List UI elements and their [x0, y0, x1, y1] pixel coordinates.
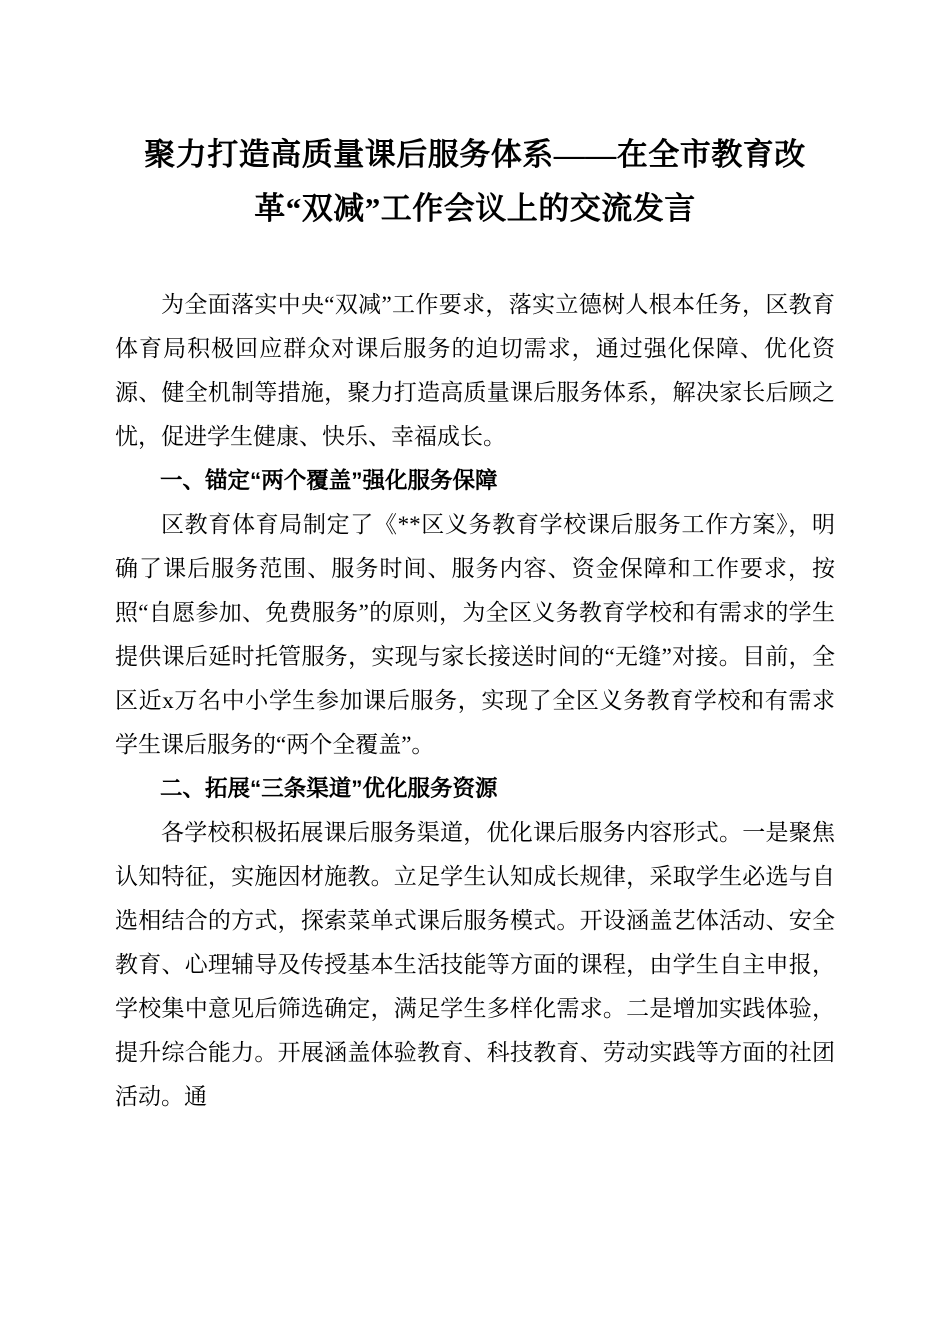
paragraph-section-2: 各学校积极拓展课后服务渠道，优化课后服务内容形式。一是聚焦认知特征，实施因材施教。立足学生认知成长规律，采取学生必选与自选相结合的方式，探索菜单式课后服务模式。开设涵盖艺体活动、安全教育、心理辅导及传授基本生活技能等方面的课程，由学生自主申报，学校集中意见后筛选确定，满足学生多样化需求。二是增加实践体验，提升综合能力。开展涵盖体验教育、科技教育、劳动实践等方面的社团活动。通	[115, 819, 835, 1109]
section-heading-2: 二、拓展“三条渠道”优化服务资源	[160, 775, 498, 801]
section-heading-1: 一、锚定“两个覆盖”强化服务保障	[160, 467, 498, 493]
document-title: 聚力打造高质量课后服务体系——在全市教育改革“双减”工作会议上的交流发言	[144, 137, 806, 227]
paragraph-intro: 为全面落实中央“双减”工作要求，落实立德树人根本任务，区教育体育局积极回应群众对课后服务的迫切需求，通过强化保障、优化资源、健全机制等措施，聚力打造高质量课后服务体系，解决家长后顾之忧，促进学生健康、快乐、幸福成长。	[115, 291, 835, 449]
paragraph-section-1: 区教育体育局制定了《**区义务教育学校课后服务工作方案》，明确了课后服务范围、服务时间、服务内容、资金保障和工作要求，按照“自愿参加、免费服务”的原则，为全区义务教育学校和有需求的学生提供课后延时托管服务，实现与家长接送时间的“无缝”对接。目前，全区近x万名中小学生参加课后服务，实现了全区义务教育学校和有需求学生课后服务的“两个全覆盖”。	[115, 511, 835, 757]
